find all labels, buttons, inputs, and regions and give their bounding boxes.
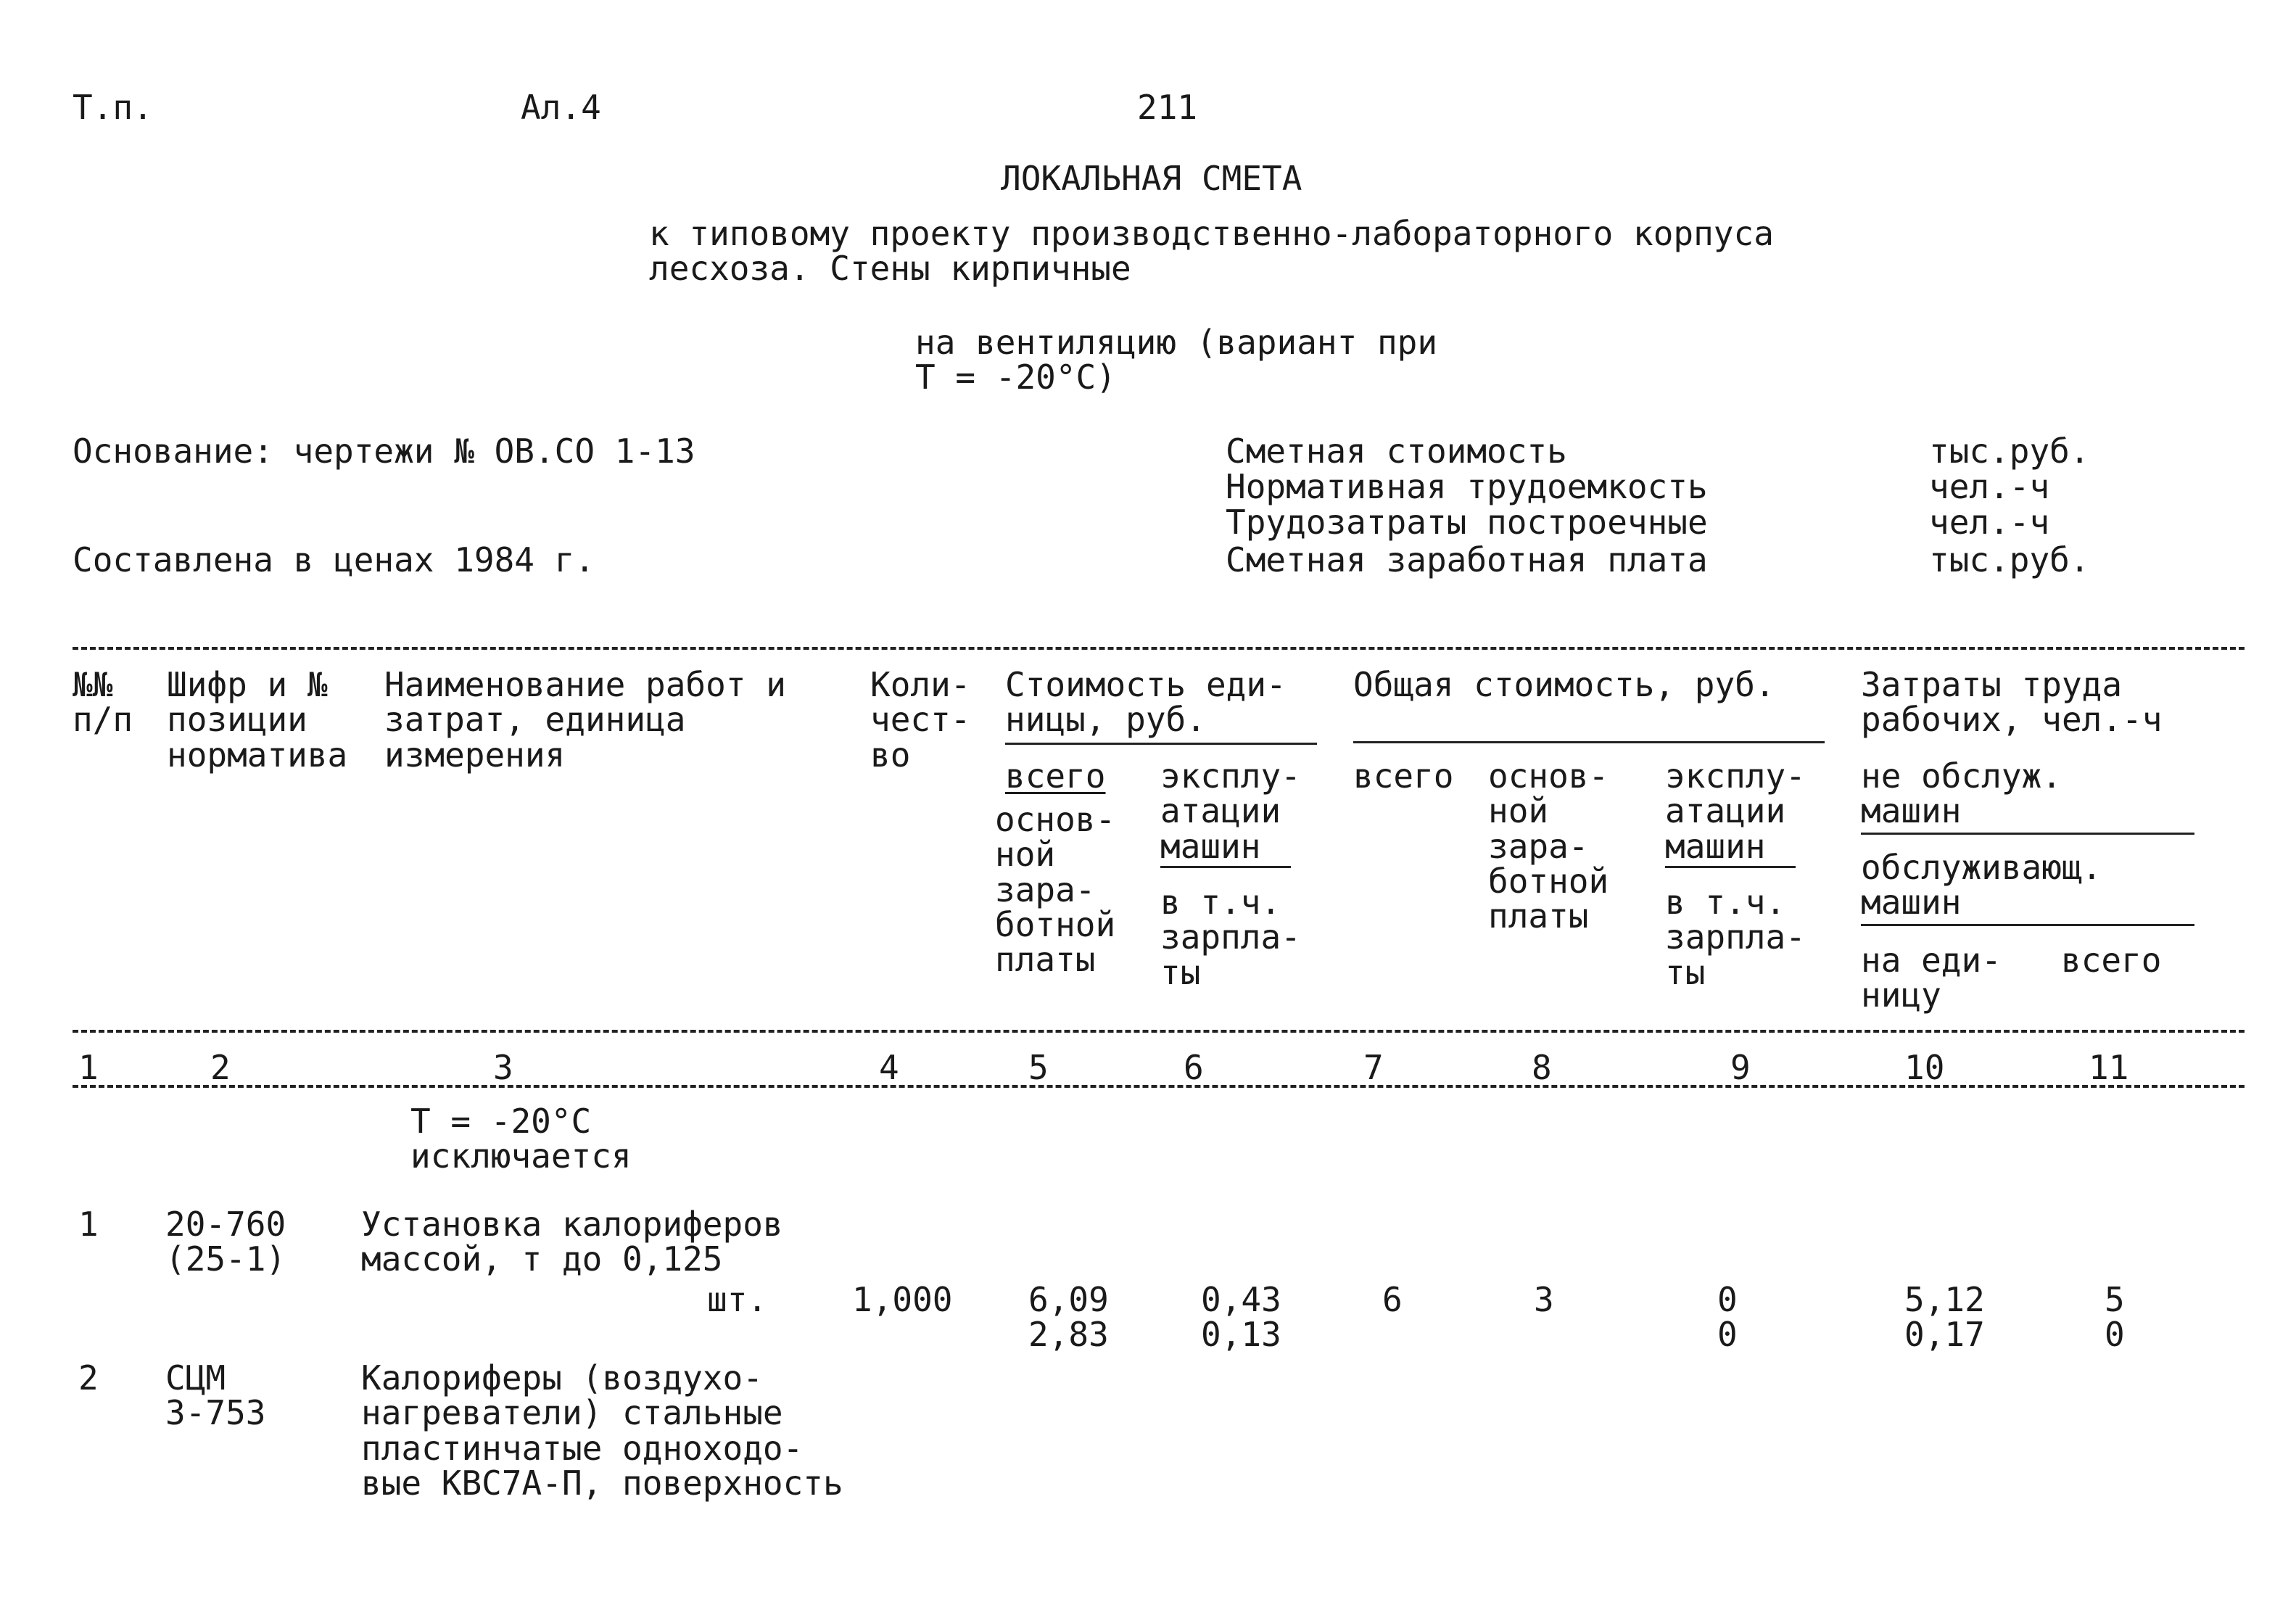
column-number-8: 8 (1532, 1048, 1552, 1087)
info-label-4: Сметная заработная плата (1226, 540, 1708, 579)
col-header-total-wage: основ- ной зара- ботной платы (1488, 756, 1609, 936)
labor-serv-rule (1861, 924, 2194, 926)
total-cost-rule (1353, 741, 1825, 743)
column-number-10: 10 (1904, 1048, 1945, 1087)
col-header-labor: Затраты труда рабочих, чел.-ч (1861, 665, 2163, 740)
col-header-labor-serv: обслуживающ. машин (1861, 848, 2102, 922)
col-header-labor-total: всего (2061, 941, 2162, 980)
row-1-total-wage: 3 (1534, 1280, 1554, 1319)
col-header-unit-mach-wage: в т.ч. зарпла- ты (1160, 883, 1301, 992)
document-title: ЛОКАЛЬНАЯ СМЕТА (1001, 159, 1302, 198)
info-label-1: Сметная стоимость (1226, 432, 1567, 471)
row-1-total-all: 6 (1382, 1280, 1403, 1319)
info-unit-1: тыс.руб. (1929, 432, 2090, 471)
col-header-total-all: всего (1353, 756, 1454, 796)
basis-text: Основание: чертежи № ОВ.СО 1-13 (73, 432, 695, 471)
row-1-unit-mach: 0,43 0,13 (1201, 1280, 1281, 1355)
col-header-unit-cost: Стоимость еди- ницы, руб. (1005, 665, 1287, 740)
col-header-total-mach: эксплу- атации машин (1665, 756, 1806, 866)
title-line-4: Т = -20°С) (915, 358, 1116, 397)
col-header-labor-not: не обслуж. машин (1861, 756, 2062, 831)
column-number-7: 7 (1363, 1048, 1384, 1087)
column-number-6: 6 (1184, 1048, 1204, 1087)
info-label-2: Нормативная трудоемкость (1226, 467, 1708, 506)
column-number-5: 5 (1028, 1048, 1049, 1087)
column-number-9: 9 (1730, 1048, 1751, 1087)
album-number: Ал.4 (521, 88, 601, 127)
col-header-total-cost: Общая стоимость, руб. (1353, 665, 1775, 704)
row-1-qty: 1,000 (852, 1280, 953, 1319)
col-header-code: Шифр и № позиции норматива (167, 665, 348, 775)
info-unit-2: чел.-ч (1929, 467, 2050, 506)
col-header-unit-mach: эксплу- атации машин (1160, 756, 1301, 866)
column-number-3: 3 (493, 1048, 513, 1087)
column-number-1: 1 (78, 1048, 99, 1087)
row-1-code: 20-760 (25-1) (165, 1205, 286, 1279)
section-note: Т = -20°С исключается (410, 1102, 632, 1176)
info-unit-3: чел.-ч (1929, 503, 2050, 542)
col-header-name: Наименование работ и затрат, единица измерения (384, 665, 786, 775)
info-label-3: Трудозатраты построечные (1226, 503, 1708, 542)
col-header-num: №№ п/п (73, 665, 133, 740)
col-header-labor-unit: на еди- ницу (1861, 941, 2002, 1015)
title-line-1: к типовому проекту производственно-лабораторного корпуса (649, 214, 1774, 253)
header-left: Т.п. (73, 88, 153, 127)
row-1-labor-unit: 5,12 0,17 (1904, 1280, 1985, 1355)
title-line-3: на вентиляцию (вариант при (915, 323, 1438, 362)
row-1-num: 1 (78, 1205, 99, 1244)
column-number-4: 4 (879, 1048, 899, 1087)
prices-text: Составлена в ценах 1984 г. (73, 540, 595, 579)
unit-mach-rule (1160, 866, 1291, 868)
table-header-bottom-rule (73, 1030, 2245, 1033)
table-top-rule (73, 647, 2245, 650)
row-2-code: СЦМ 3-753 (165, 1358, 266, 1433)
col-header-unit-wage: основ- ной зара- ботной платы (995, 800, 1116, 980)
col-header-unit-total: всего (1005, 756, 1106, 796)
info-unit-4: тыс.руб. (1929, 540, 2090, 579)
total-mach-rule (1665, 866, 1796, 868)
row-2-num: 2 (78, 1358, 99, 1397)
row-1-unit: шт. (707, 1280, 768, 1319)
labor-not-rule (1861, 833, 2194, 835)
column-number-2: 2 (210, 1048, 231, 1087)
row-2-name: Калориферы (воздухо- нагреватели) стальные пластинчатые одноходо- вые КВС7А-П, поверхность (361, 1358, 843, 1503)
unit-cost-rule (1005, 743, 1317, 745)
page-number: 211 (1137, 88, 1198, 127)
col-header-qty: Коли- чест- во (870, 665, 971, 775)
title-line-2: лесхоза. Стены кирпичные (649, 249, 1131, 288)
row-1-labor-total: 5 0 (2105, 1280, 2125, 1355)
column-number-11: 11 (2089, 1048, 2129, 1087)
col-header-total-mach-wage: в т.ч. зарпла- ты (1665, 883, 1806, 992)
row-1-name: Установка калориферов массой, т до 0,125 (361, 1205, 783, 1279)
row-1-total-mach: 0 0 (1717, 1280, 1738, 1355)
row-1-unit-cost: 6,09 2,83 (1028, 1280, 1109, 1355)
